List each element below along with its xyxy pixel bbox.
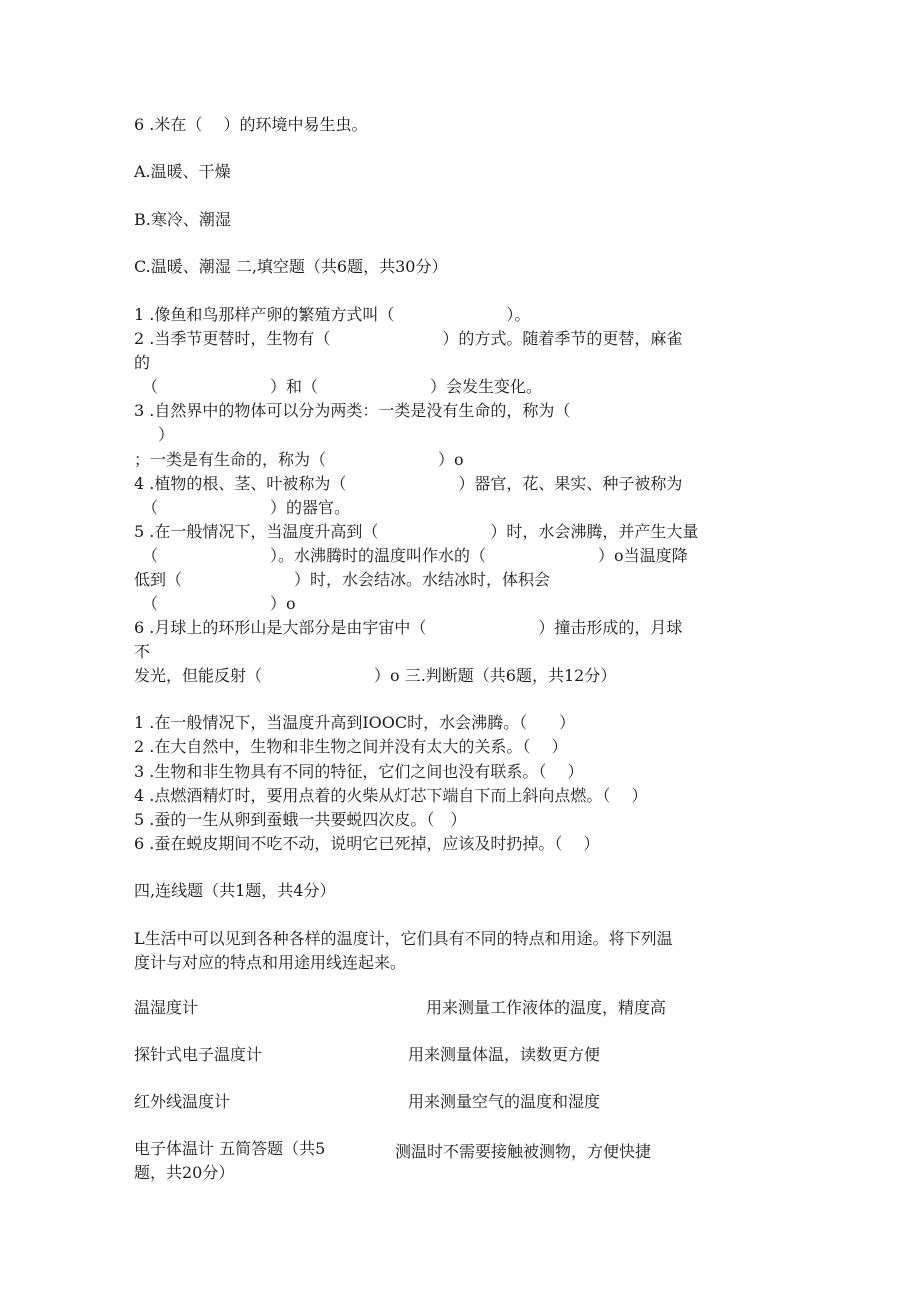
judge-question-2: 2 .在大自然中，生物和非生物之间并没有太大的关系。（ ）	[134, 737, 568, 756]
use-description: 用来测量工作液体的温度，精度高	[426, 998, 667, 1017]
matching-intro-line2: 度计与对应的特点和用途用线连起来。	[134, 953, 407, 972]
judge-question-3: 3 .生物和非生物具有不同的特征，它们之间也没有联系。（ ）	[134, 762, 584, 781]
thermometer-item: 温湿度计	[134, 998, 199, 1017]
thermometer-item: 电子体温计 五简答题（共5	[134, 1139, 326, 1158]
fill-question-2-line3: （ ）和（ ）会发生变化。	[142, 377, 543, 396]
fill-question-3-line3: ；一类是有生命的，称为（ ）o	[134, 450, 464, 469]
section-5-heading-tail: 题，共20分）	[134, 1163, 235, 1182]
fill-question-4-line1: 4 .植物的根、茎、叶被称为（ ）器官，花、果实、种子被称为	[134, 474, 683, 493]
thermometer-item: 探针式电子温度计	[134, 1045, 263, 1064]
fill-question-6-line3: 发光，但能反射（ ）o 三.判断题（共6题，共12分）	[134, 666, 617, 685]
option-c-and-section-heading: C.温暖、潮湿 二,填空题（共6题，共30分）	[134, 257, 448, 276]
fill-question-5-line2: （ ）。水沸腾时的温度叫作水的（ ）o当温度降	[142, 546, 688, 565]
fill-question-2-line1: 2 .当季节更替时，生物有（ ）的方式。随着季节的更替，麻雀	[134, 329, 683, 348]
fill-question-5-line3: 低到（ ）时，水会结冰。水结冰时，体积会	[134, 570, 551, 589]
use-description: 用来测量空气的温度和湿度	[408, 1092, 601, 1111]
judge-question-1: 1 .在一般情况下，当温度升高到IOOC时，水会沸腾。（ ）	[134, 713, 576, 732]
fill-question-4-line2: （ ）的器官。	[142, 498, 351, 517]
fill-question-2-line2: 的	[134, 353, 151, 372]
option-a: A.温暖、干燥	[134, 162, 231, 181]
fill-question-1: 1 .像鱼和鸟那样产卵的繁殖方式叫（ ）。	[134, 305, 531, 324]
fill-question-5-line4: （ ）o	[142, 594, 296, 613]
thermometer-item: 红外线温度计	[134, 1092, 231, 1111]
matching-intro-line1: L生活中可以见到各种各样的温度计，它们具有不同的特点和用途。将下列温	[134, 929, 673, 948]
judge-question-6: 6 .蚕在蜕皮期间不吃不动，说明它已死掉，应该及时扔掉。（ ）	[134, 834, 600, 853]
fill-question-3-line1: 3 .自然界中的物体可以分为两类：一类是没有生命的，称为（	[134, 401, 571, 420]
fill-question-5-line1: 5 .在一般情况下，当温度升高到（ ）时，水会沸腾，并产生大量	[134, 522, 699, 541]
judge-question-4: 4 .点燃酒精灯时，要用点着的火柴从灯芯下端自下而上斜向点燃。（ ）	[134, 786, 648, 805]
use-description: 用来测量体温，读数更方便	[408, 1045, 601, 1064]
use-description: 测温时不需要接触被测物，方便快捷	[395, 1142, 652, 1161]
judge-question-5: 5 .蚕的一生从卵到蚕蛾一共要蜕四次皮。（ ）	[134, 810, 467, 829]
question-text: 6 .米在（ ）的环境中易生虫。	[134, 115, 368, 134]
fill-question-3-line2: ）	[158, 425, 175, 444]
matching-heading: 四,连线题（共1题，共4分）	[134, 881, 336, 900]
option-b: B.寒冷、潮湿	[134, 210, 231, 229]
fill-question-6-line1: 6 .月球上的环形山是大部分是由宇宙中（ ）撞击形成的，月球	[134, 618, 683, 637]
fill-question-6-line2: 不	[134, 642, 151, 661]
